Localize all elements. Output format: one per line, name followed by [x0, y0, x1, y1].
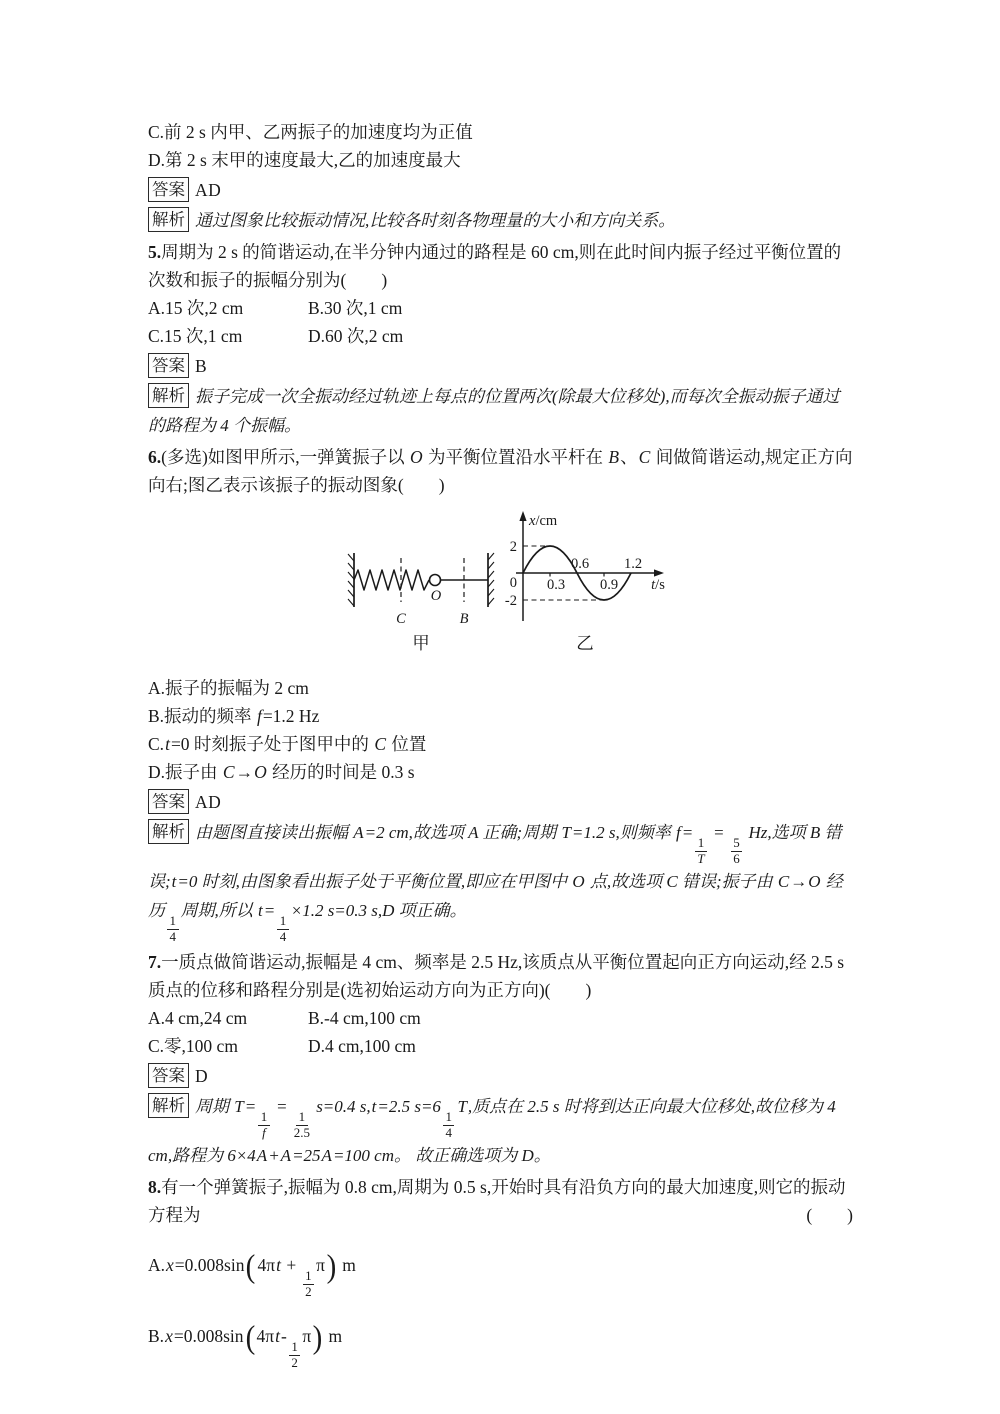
text-run: 周期为 2 s 的简谐运动,在半分钟内通过的路程是 60 cm,则在此时间内振子经过平衡位置的次数和振子的振幅分别为( ): [148, 242, 842, 290]
answer-value: AD: [195, 180, 222, 200]
fraction-numerator: 1: [296, 1110, 308, 1126]
answer-value: D: [195, 1065, 209, 1086]
fraction: [277, 914, 289, 945]
question-5: [148, 238, 855, 294]
answer-label: 答案: [148, 177, 189, 202]
answer-label: 答案: [148, 353, 189, 378]
question-number: 8.: [148, 1176, 162, 1197]
equation-b: B.x=0.008sin(4πt- $\frac{1}{2}$ π) m: [148, 1320, 343, 1371]
analysis-label: 解析: [148, 207, 189, 232]
text-run: D.60 次,2 cm: [308, 326, 404, 346]
variable: x: [165, 1325, 173, 1346]
text-run: Hz,选项 B 错误;: [148, 823, 842, 891]
fraction: [167, 914, 179, 945]
y-axis-label: x/cm: [529, 513, 558, 529]
option-b: [308, 1004, 855, 1032]
question-6: [148, 443, 855, 499]
analysis-q6: [148, 818, 855, 945]
text-run: π: [302, 1325, 312, 1346]
answer-value: AD: [195, 792, 222, 812]
fraction-denominator: 4: [279, 929, 287, 945]
variable: A: [321, 1145, 332, 1165]
text-run: 位置: [387, 734, 427, 754]
text-run: 有一个弹簧振子,振幅为 0.8 cm,周期为 0.5 s,开始时具有沿负方向的最大加速度,则它的振动方程为: [148, 1176, 846, 1225]
worksheet-content: [148, 118, 855, 1371]
question6-figure: [346, 509, 676, 660]
text-run: D.第 2 s 末甲的速度最大,乙的加速度最大: [148, 150, 461, 170]
fraction-numerator: 1: [258, 1110, 270, 1126]
fraction-denominator: 4: [445, 1125, 452, 1141]
option-a: [148, 1004, 308, 1032]
text-run: A.15 次,2 cm: [148, 298, 244, 318]
analysis-text: [148, 1097, 836, 1165]
x-axis-arrow: [654, 569, 664, 576]
text-run: 4π: [257, 1254, 276, 1275]
label-o: O: [430, 588, 442, 604]
fraction-numerator: 1: [277, 914, 289, 930]
text-run: m: [324, 1325, 343, 1346]
x-axis-label: t/s: [651, 577, 665, 593]
text-run: B.振动的频率: [148, 706, 256, 726]
variable: t: [258, 900, 263, 920]
answer-q7: [148, 1062, 855, 1090]
option-b-q6: [148, 702, 855, 730]
xtick-0-3: 0.3: [546, 577, 566, 593]
y-axis-arrow: [519, 511, 526, 521]
text-run: A.振子的振幅为 2 cm: [148, 678, 309, 698]
variable: T: [457, 1096, 467, 1116]
variable: t: [275, 1325, 280, 1346]
ytick-2: 2: [509, 539, 517, 555]
text-run: 点,故选项 C 错误;振子由: [585, 871, 777, 891]
answer-label: 答案: [148, 1063, 189, 1088]
variable: f: [256, 706, 262, 726]
spring-oscillator-figure: [346, 547, 496, 660]
variable: T: [561, 823, 571, 842]
fraction-denominator: 6: [733, 851, 740, 867]
text-run: 周期: [195, 1096, 234, 1116]
fraction-denominator: 4: [169, 929, 176, 945]
text-run: 4π: [256, 1325, 275, 1346]
variable: O: [410, 447, 423, 467]
text-run: 经历的时间是 0.3 s: [267, 762, 415, 782]
fraction: [443, 1110, 455, 1141]
analysis-q5: [148, 382, 855, 440]
variable: t: [371, 1096, 377, 1116]
variable: C: [777, 871, 790, 891]
variable: C: [374, 734, 386, 754]
text-run: s=0.4 s,: [311, 1096, 371, 1116]
fraction-numerator: 5: [731, 836, 743, 852]
variable: C: [638, 447, 651, 467]
text-run: =1.2 Hz: [262, 706, 320, 726]
text-run: =: [271, 1096, 292, 1116]
ytick-neg2: -2: [504, 593, 517, 609]
text-run: 、: [620, 447, 638, 467]
option-c: [148, 322, 308, 350]
options-q7: [148, 1004, 855, 1060]
text-run: 周期,所以: [180, 900, 257, 920]
option-d-q4: [148, 146, 855, 174]
variable: B: [608, 447, 620, 467]
answer-value: B: [195, 356, 208, 376]
text-run: 由题图直接读出振幅: [195, 823, 353, 842]
text-run: 振子完成一次全振动经过轨迹上每点的位置两次(除最大位移处),而每次全振动振子通过的路程为 4 个振幅。: [148, 387, 840, 435]
fraction: [695, 836, 707, 867]
text-run: +: [268, 1145, 280, 1165]
variable: A: [353, 823, 364, 842]
analysis-text: [148, 387, 840, 435]
text-run: C.零,100 cm: [148, 1035, 238, 1056]
text-run: =0.008sin: [173, 1325, 244, 1346]
question-number: 7.: [148, 951, 162, 972]
text-run: =: [263, 900, 276, 920]
text-run: -: [280, 1325, 287, 1346]
text-run: =2.5 s=6: [377, 1096, 441, 1116]
text-run: π: [316, 1254, 325, 1275]
spring-oscillator-drawing: [346, 547, 496, 627]
analysis-label: 解析: [148, 1093, 189, 1118]
text-run: 为平衡位置沿水平杆在: [423, 447, 608, 467]
question-8: [148, 1173, 855, 1229]
oscillator-ball: [430, 575, 441, 586]
text-run: 经历: [148, 871, 843, 920]
text-run: =0.008sin: [174, 1254, 245, 1275]
option-c-q4: [148, 118, 855, 146]
fraction-numerator: 1: [303, 1269, 315, 1285]
text-run: (多选)如图甲所示,一弹簧振子以: [161, 447, 410, 467]
analysis-text: [148, 823, 843, 945]
text-run: =: [244, 1096, 257, 1116]
fraction: [294, 1110, 310, 1141]
answer-label: 答案: [148, 789, 189, 814]
text-run: =: [681, 823, 694, 842]
variable: T: [234, 1096, 244, 1116]
option-b: [308, 294, 855, 322]
fraction: [731, 836, 743, 867]
fraction-denominator: T: [697, 851, 705, 867]
fraction-denominator: 2.5: [293, 1125, 310, 1141]
question-7: [148, 948, 855, 1004]
label-b: B: [459, 611, 469, 627]
variable: O: [254, 762, 267, 782]
text-run: =1.2 s,则频率: [571, 823, 675, 842]
xtick-0-6: 0.6: [570, 556, 590, 572]
option-a-q6: [148, 674, 855, 702]
text-run: C.: [148, 734, 165, 754]
variable: O: [572, 871, 585, 891]
question-number: 6.: [148, 447, 162, 467]
xtick-0-9: 0.9: [599, 577, 619, 593]
variable: A: [256, 1145, 268, 1165]
text-run: C.前 2 s 内甲、乙两振子的加速度均为正值: [148, 122, 473, 142]
analysis-label: 解析: [148, 383, 189, 408]
text-run: A.: [148, 1254, 166, 1275]
fraction-denominator: f: [262, 1125, 266, 1141]
text-run: 间做简谐运动,规定正方向向右;图乙表示该振子的振动图象( ): [148, 447, 853, 495]
variable: f: [676, 823, 681, 842]
variable: t: [165, 734, 170, 754]
answer-q6: [148, 788, 855, 816]
text-run: =2 cm,故选项 A 正确;周期: [364, 823, 561, 842]
analysis-text: [195, 211, 675, 230]
option-d: [308, 1032, 855, 1060]
analysis-q7: [148, 1092, 855, 1170]
vibration-graph: [496, 509, 674, 627]
label-c: C: [396, 611, 406, 627]
xtick-1-2: 1.2: [623, 556, 643, 572]
text-run: B.-4 cm,100 cm: [308, 1007, 421, 1028]
text-run: 一质点做简谐运动,振幅是 4 cm、频率是 2.5 Hz,该质点从平衡位置起向正方向运动,经 2.5 s 质点的位移和路程分别是(选初始运动方向为正方向)( ): [148, 951, 845, 1000]
fraction: [289, 1340, 301, 1371]
text-run: =0 时刻,由图象看出振子处于平衡位置,即应在甲图中: [177, 871, 572, 891]
text-run: D.振子由: [148, 762, 222, 782]
variable: A: [280, 1145, 292, 1165]
ytick-0: 0: [509, 575, 517, 591]
text-run: 通过图象比较振动情况,比较各时刻各物理量的大小和方向关系。: [195, 211, 676, 230]
text-run: A.4 cm,24 cm: [148, 1007, 248, 1028]
fraction-numerator: 1: [443, 1110, 455, 1126]
text-run: B.: [148, 1325, 165, 1346]
option-c-q6: [148, 730, 855, 758]
variable: t: [276, 1254, 281, 1275]
text-run: ,质点在 2.5 s 时将到达正向最大位移处,故位移为 4 cm,路程为 6×4: [148, 1096, 836, 1165]
fraction-denominator: 2: [305, 1284, 312, 1300]
fraction: [258, 1110, 270, 1141]
text-run: →: [790, 871, 808, 891]
text-run: +: [281, 1254, 301, 1275]
variable: C: [222, 762, 235, 782]
vibration-graph-figure: [496, 509, 674, 660]
caption-yi: 乙: [576, 633, 594, 653]
text-run: =25: [292, 1145, 321, 1165]
analysis-label: 解析: [148, 819, 189, 844]
text-run: →: [235, 762, 254, 782]
text-run: ×1.2 s=0.3 s,D 项正确。: [290, 900, 467, 920]
right-wall-hatching: [488, 553, 494, 605]
variable: x: [166, 1254, 174, 1275]
fraction: [303, 1269, 315, 1300]
text-run: =100 cm。 故正确选项为 D。: [332, 1145, 551, 1165]
text-run: B.30 次,1 cm: [308, 298, 403, 318]
content-lower: [148, 674, 855, 1371]
text-run: C.15 次,1 cm: [148, 326, 243, 346]
text-run: m: [337, 1254, 356, 1275]
option-d: [308, 322, 855, 350]
content-upper: [148, 118, 855, 499]
caption-jia: 甲: [412, 633, 430, 653]
option-d-q6: [148, 758, 855, 786]
text-run: D.4 cm,100 cm: [308, 1035, 416, 1056]
left-wall-hatching: [348, 554, 354, 606]
fraction-denominator: 2: [291, 1355, 298, 1371]
variable: t: [171, 871, 177, 891]
options-q5: [148, 294, 855, 350]
equation-a: A.x=0.008sin(4πt + $\frac{1}{2}$ π) m: [148, 1249, 356, 1300]
fraction-numerator: 1: [695, 836, 707, 852]
fraction-numerator: 1: [167, 914, 179, 930]
option-a: [148, 294, 308, 322]
answer-bracket: ( ): [806, 1204, 853, 1225]
option-c: [148, 1032, 308, 1060]
spring-icon: [354, 570, 429, 590]
answer-q5: [148, 352, 855, 380]
analysis-q4: [148, 206, 855, 235]
question-number: 5.: [148, 242, 162, 262]
answer-q4: [148, 176, 855, 204]
variable: O: [808, 871, 821, 891]
fraction-numerator: 1: [289, 1340, 301, 1356]
text-run: =0 时刻振子处于图甲中的: [170, 734, 374, 754]
text-run: =: [708, 823, 729, 842]
